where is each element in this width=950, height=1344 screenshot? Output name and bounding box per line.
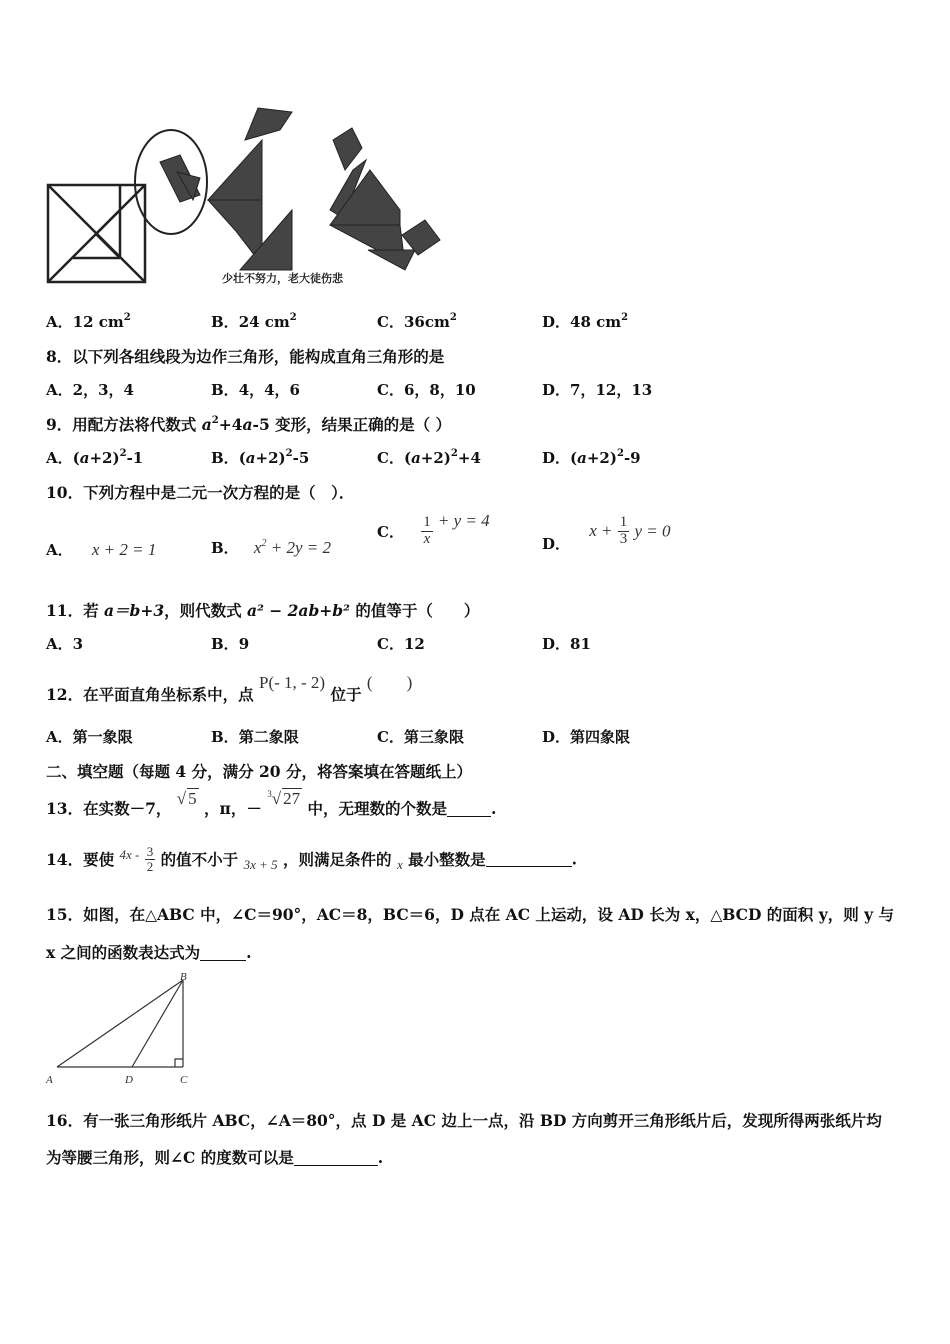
q13-mid: ，π，－ <box>204 799 262 818</box>
q11-option-d[interactable] <box>542 633 591 654</box>
q7-option-a[interactable] <box>46 311 131 332</box>
q11-prefix: 11．若 <box>46 601 104 620</box>
q15-line2 <box>46 941 252 963</box>
q9-option-d[interactable] <box>542 447 641 468</box>
option-text: 12 cm <box>72 313 124 331</box>
option-expr-rest: + y = 4 <box>437 511 490 531</box>
option-letter: B． <box>211 381 239 399</box>
q10-option-c[interactable] <box>377 511 490 548</box>
option-letter: C． <box>377 635 404 653</box>
option-letter: C． <box>377 449 404 467</box>
q14-prefix: 14．要使 <box>46 850 115 870</box>
option-letter: B． <box>211 539 239 557</box>
label-a: A <box>46 1074 53 1086</box>
q11-option-a[interactable] <box>46 633 83 654</box>
option-sup: 2 <box>123 312 131 323</box>
cube-root-27: $^3$√ 27 <box>267 789 301 808</box>
q9-var-a: a <box>201 415 212 434</box>
q14-answer-blank[interactable] <box>486 852 572 867</box>
q9-var-a2: a <box>242 415 253 434</box>
q13-prefix: 13．在实数－7， <box>46 799 172 818</box>
option-text: 第三象限 <box>403 728 464 746</box>
q14-stem <box>46 845 577 873</box>
option-pre: ( <box>403 449 412 467</box>
q9-option-c[interactable] <box>377 447 481 468</box>
q16-line2 <box>46 1146 383 1168</box>
q14-fraction <box>145 845 156 873</box>
q15-answer-blank[interactable] <box>200 946 246 961</box>
q14-expr2: 3x + 5 <box>243 857 278 873</box>
option-sup: 2 <box>119 448 127 459</box>
label-c: C <box>180 1074 188 1086</box>
q11-option-c[interactable] <box>377 633 425 654</box>
option-sup: 2 <box>449 312 457 323</box>
q12-prefix: 12．在平面直角坐标系中，点 <box>46 685 254 704</box>
option-pre: ( <box>570 449 578 467</box>
q10-option-d[interactable] <box>542 514 671 553</box>
option-letter: B． <box>211 635 239 653</box>
option-post: +4 <box>457 449 481 467</box>
option-text: 第四象限 <box>570 728 631 746</box>
option-text: 4，4，6 <box>238 381 300 399</box>
expr-rest: + 2y = 2 <box>266 538 331 557</box>
option-text: 9 <box>238 635 250 653</box>
q11-tail: 的值等于（ ） <box>349 601 480 620</box>
option-sup: 2 <box>616 448 624 459</box>
q9-option-b[interactable] <box>211 447 309 468</box>
triangle-figure <box>40 972 200 1090</box>
option-var: a <box>577 449 587 467</box>
option-mid: +2) <box>89 449 120 467</box>
frac-denominator: 3 <box>619 530 628 547</box>
option-letter: C． <box>377 313 404 331</box>
frac-denominator: 2 <box>146 858 154 874</box>
q15-line1: 15．如图，在△ABC 中，∠C＝90°，AC＝8，BC＝6，D 点在 AC 上运动，设 AD 长为 x，△BCD 的面积 y，则 y 与 <box>46 905 895 924</box>
option-letter: D． <box>542 313 571 331</box>
q13-end: . <box>491 799 497 818</box>
q9-rest: +4 <box>218 415 243 434</box>
q14-tail: 最小整数是 <box>408 850 486 870</box>
option-var: a <box>79 449 90 467</box>
option-post: -1 <box>126 449 144 467</box>
q15-end: . <box>246 943 252 962</box>
option-letter: D． <box>542 728 571 746</box>
option-letter: A． <box>46 313 73 331</box>
option-text: 3 <box>72 635 84 653</box>
option-var: a <box>411 449 421 467</box>
tangram-figure-pieces <box>160 108 440 270</box>
tangram-figure <box>40 100 450 290</box>
option-mid: +2) <box>255 449 286 467</box>
q7-option-d[interactable] <box>542 311 628 332</box>
option-expr-rest: y = 0 <box>634 521 671 541</box>
option-text: 2，3，4 <box>72 381 134 399</box>
option-letter: B． <box>211 728 239 746</box>
option-expr: x + 2 = 1 <box>91 540 157 559</box>
section-title: 二、填空题（每题 4 分，满分 20 分，将答案填在答题纸上） <box>46 762 472 781</box>
q12-point: P(- 1, - 2) <box>258 673 326 692</box>
option-letter: D． <box>542 534 571 553</box>
option-post: -9 <box>623 449 641 467</box>
q7-option-b[interactable] <box>211 311 297 332</box>
option-fraction <box>618 515 630 548</box>
frac-denominator: x <box>423 530 431 547</box>
option-expr <box>254 538 331 557</box>
option-text: 81 <box>570 635 591 653</box>
q11-mid: ，则代数式 <box>164 601 248 620</box>
option-text: 48 cm <box>570 313 622 331</box>
frac-numerator: 3 <box>146 844 154 859</box>
q14-var: x <box>396 857 403 873</box>
tangram-square <box>48 185 145 282</box>
option-text: 第二象限 <box>238 728 299 746</box>
option-sup: 2 <box>450 448 458 459</box>
q11-option-b[interactable] <box>211 633 249 654</box>
label-b: B <box>180 972 187 983</box>
q16-end: . <box>377 1148 384 1167</box>
q14-mid1: 的值不小于 <box>160 850 239 870</box>
q11-stem <box>46 599 479 621</box>
q8-option-b[interactable] <box>211 379 300 400</box>
option-expr-pre: x + <box>589 521 613 541</box>
option-fraction <box>421 515 433 548</box>
option-text: 第一象限 <box>72 728 133 746</box>
q14-end: . <box>571 849 578 869</box>
frac-numerator: 1 <box>423 514 431 530</box>
q10-option-b[interactable] <box>211 537 331 558</box>
q8-option-a[interactable] <box>46 379 134 400</box>
option-sup: 2 <box>289 312 297 323</box>
expr-sup: 2 <box>261 538 267 549</box>
q13-stem <box>46 789 497 819</box>
option-mid: +2) <box>420 449 451 467</box>
q11-condition: a＝b+3 <box>103 601 165 620</box>
option-pre: ( <box>72 449 80 467</box>
option-letter: B． <box>211 449 239 467</box>
q8-option-c[interactable] <box>377 379 476 400</box>
option-text: 6，8，10 <box>403 381 476 399</box>
q10-stem: 10．下列方程中是二元一次方程的是（ ）． <box>46 483 355 502</box>
option-letter: D． <box>542 381 571 399</box>
expr-x: x <box>253 538 262 557</box>
option-letter: B． <box>211 313 239 331</box>
option-text: 24 cm <box>238 313 290 331</box>
q16-line1: 16．有一张三角形纸片 ABC，∠A＝80°，点 D 是 AC 边上一点，沿 BD 方向剪开三角形纸片后，发现所得两张纸片均 <box>46 1111 882 1130</box>
q12-option-a[interactable] <box>46 726 133 747</box>
q12-option-c[interactable] <box>377 726 464 747</box>
option-mid: +2) <box>586 449 617 467</box>
q13-answer-blank[interactable] <box>447 802 491 817</box>
option-text: 7，12，13 <box>570 381 653 399</box>
q10-option-a[interactable] <box>46 539 156 560</box>
option-letter: C． <box>377 381 404 399</box>
option-letter: A． <box>46 381 73 399</box>
q7-option-c[interactable] <box>377 311 457 332</box>
q12-option-d[interactable] <box>542 726 630 747</box>
q12-option-b[interactable] <box>211 726 299 747</box>
q14-expr-pre: 4x - <box>119 847 140 863</box>
figure-caption: 少壮不努力，老大徒伤悲 <box>222 272 343 285</box>
option-letter: C． <box>377 522 404 541</box>
q16-line2-text: 为等腰三角形，则∠C 的度数可以是 <box>46 1148 294 1167</box>
option-letter: A． <box>46 728 73 746</box>
option-text: 12 <box>403 635 425 653</box>
option-letter: A． <box>46 635 73 653</box>
q12-mid: 位于 <box>330 685 362 704</box>
q14-mid2: ，则满足条件的 <box>283 850 392 870</box>
option-letter: D． <box>542 635 571 653</box>
q15-line2-text: x 之间的函数表达式为 <box>46 943 201 962</box>
q13-tail: 中，无理数的个数是 <box>307 799 448 818</box>
q9-stem <box>46 413 451 435</box>
option-letter: D． <box>542 449 571 467</box>
q9-sup: 2 <box>211 415 219 426</box>
q8-stem: 8．以下列各组线段为边作三角形，能构成直角三角形的是 <box>46 347 445 366</box>
option-pre: ( <box>238 449 246 467</box>
frac-numerator: 1 <box>619 514 628 530</box>
option-letter: A． <box>46 449 73 467</box>
option-letter: A． <box>46 541 73 559</box>
sqrt5: √ 5 <box>176 789 197 808</box>
option-text: 36cm <box>403 313 450 331</box>
q12-stem <box>46 673 413 705</box>
q8-option-d[interactable] <box>542 379 652 400</box>
q9-tail: -5 变形，结果正确的是（ ） <box>252 415 452 434</box>
q9-prefix: 9．用配方法将代数式 <box>46 415 202 434</box>
q16-answer-blank[interactable] <box>294 1151 378 1166</box>
option-var: a <box>245 449 256 467</box>
q9-option-a[interactable] <box>46 447 143 468</box>
q11-expression: a² − 2ab+b² <box>247 601 350 620</box>
option-sup: 2 <box>285 448 293 459</box>
option-post: -5 <box>292 449 310 467</box>
label-d: D <box>125 1074 133 1086</box>
option-sup: 2 <box>621 312 629 323</box>
option-letter: C． <box>377 728 404 746</box>
q12-paren: ( ) <box>366 673 413 692</box>
